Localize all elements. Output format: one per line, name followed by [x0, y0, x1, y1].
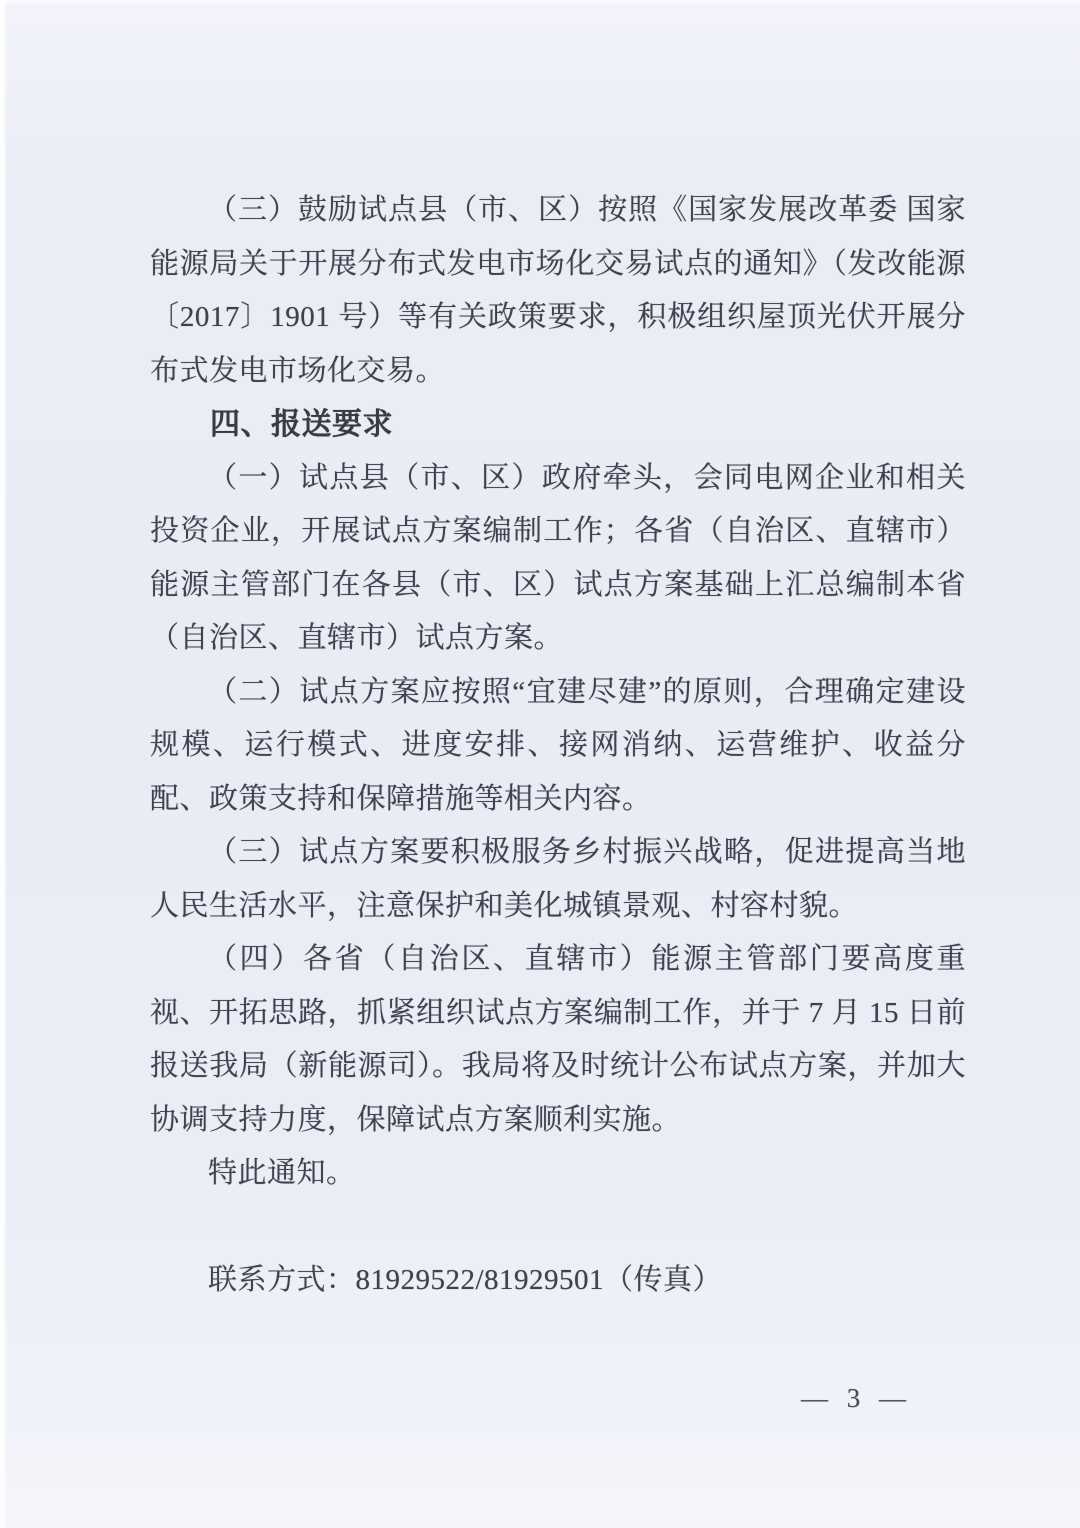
scan-edge-artifact [0, 0, 7, 1528]
paragraph-item-2-principle: （二）试点方案应按照“宜建尽建”的原则，合理确定建设规模、运行模式、进度安排、接网消纳、运营维护、收益分配、政策支持和保障措施等相关内容。 [150, 675, 966, 815]
page-footer [801, 1383, 912, 1414]
scan-edge-artifact [0, 0, 1080, 6]
paragraph-item-3-rural: （三）试点方案要积极服务乡村振兴战略，促进提高当地人民生活水平，注意保护和美化城镇景观、村容村貌。 [150, 836, 966, 922]
paragraph-item-3-policy: （三）鼓励试点县（市、区）按照《国家发展改革委 国家能源局关于开展分布式发电市场化交易试点的通知》（发改能源〔2017〕1901 号）等有关政策要求，积极组织屋顶光伏开展分布式发电市场化交易。 [150, 194, 966, 387]
page-number: — 3 — [801, 1383, 912, 1413]
contact-info: 联系方式：81929522/81929501（传真） [208, 1264, 723, 1296]
paragraph-item-4-deadline: （四）各省（自治区、直辖市）能源主管部门要高度重视、开拓思路，抓紧组织试点方案编制工作，并于 7 月 15 日前报送我局（新能源司）。我局将及时统计公布试点方案，并加大协调支持力度，保障试点方案顺利实施。 [150, 943, 966, 1136]
closing-line: 特此通知。 [208, 1157, 356, 1189]
paragraph-item-1-lead: （一）试点县（市、区）政府牵头，会同电网企业和相关投资企业，开展试点方案编制工作；各省（自治区、直辖市）能源主管部门在各县（市、区）试点方案基础上汇总编制本省（自治区、直辖市）试点方案。 [150, 461, 966, 654]
document-body [150, 184, 966, 1308]
section-heading-reporting-requirements: 四、报送要求 [210, 408, 393, 441]
